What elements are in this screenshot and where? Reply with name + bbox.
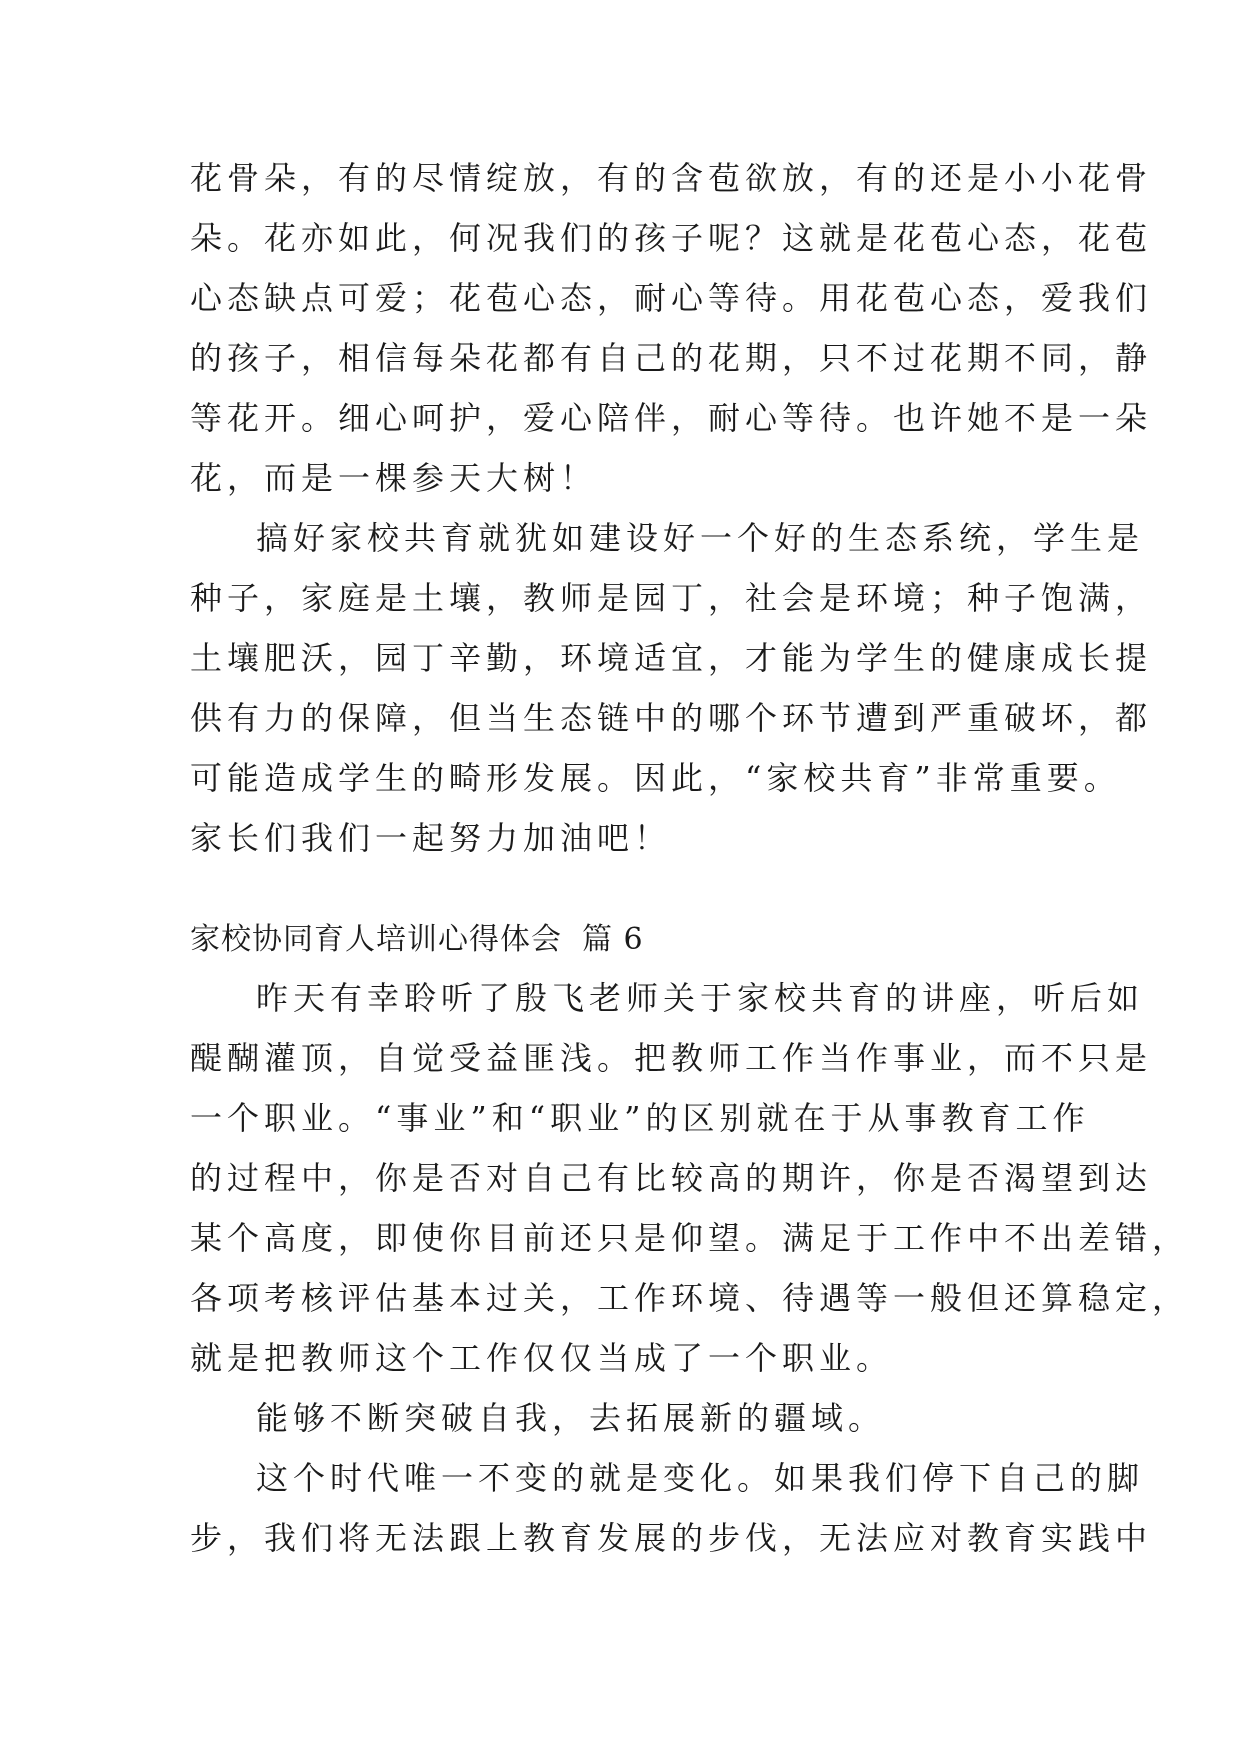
text-line: 供有力的保障，但当生态链中的哪个环节遭到严重破坏，都	[190, 699, 1153, 737]
text-line: 种子，家庭是土壤，教师是园丁，社会是环境；种子饱满，	[190, 579, 1153, 617]
text-line: 这个时代唯一不变的就是变化。如果我们停下自己的脚	[256, 1459, 1145, 1497]
text-line: 就是把教师这个工作仅仅当成了一个职业。	[190, 1339, 894, 1377]
text-line: 一个职业。“事业”和“职业”的区别就在于从事教育工作	[190, 1099, 1090, 1137]
text-line: 的过程中，你是否对自己有比较高的期许，你是否渴望到达	[190, 1159, 1153, 1197]
paragraph-block-1	[190, 148, 1153, 868]
section-heading	[190, 910, 644, 970]
text-line: 花骨朵，有的尽情绽放，有的含苞欲放，有的还是小小花骨	[190, 159, 1153, 197]
text-line: 可能造成学生的畸形发展。因此，“家校共育”非常重要。	[190, 759, 1121, 797]
text-line: 等花开。细心呵护，爱心陪伴，耐心等待。也许她不是一朵	[190, 399, 1153, 437]
section-title: 家校协同育人培训心得体会	[190, 922, 562, 957]
text-line: 步，我们将无法跟上教育发展的步伐，无法应对教育实践中	[190, 1519, 1153, 1557]
text-line: 土壤肥沃，园丁辛勤，环境适宜，才能为学生的健康成长提	[190, 639, 1153, 677]
section-number: 篇 6	[582, 922, 644, 957]
text-line: 某个高度，即使你目前还只是仰望。满足于工作中不出差错，	[190, 1219, 1190, 1257]
paragraph-block-2	[190, 968, 1190, 1568]
text-line: 的孩子，相信每朵花都有自己的花期，只不过花期不同，静	[190, 339, 1153, 377]
text-line: 各项考核评估基本过关，工作环境、待遇等一般但还算稳定，	[190, 1279, 1190, 1317]
text-line: 花，而是一棵参天大树！	[190, 459, 598, 497]
text-line: 心态缺点可爱；花苞心态，耐心等待。用花苞心态，爱我们	[190, 279, 1153, 317]
text-line: 搞好家校共育就犹如建设好一个好的生态系统，学生是	[256, 519, 1145, 557]
text-line: 能够不断突破自我，去拓展新的疆域。	[256, 1399, 886, 1437]
text-line: 家长们我们一起努力加油吧！	[190, 819, 672, 857]
text-line: 朵。花亦如此，何况我们的孩子呢？这就是花苞心态，花苞	[190, 219, 1153, 257]
text-line: 昨天有幸聆听了殷飞老师关于家校共育的讲座，听后如	[256, 979, 1145, 1017]
text-line: 醍醐灌顶，自觉受益匪浅。把教师工作当作事业，而不只是	[190, 1039, 1153, 1077]
